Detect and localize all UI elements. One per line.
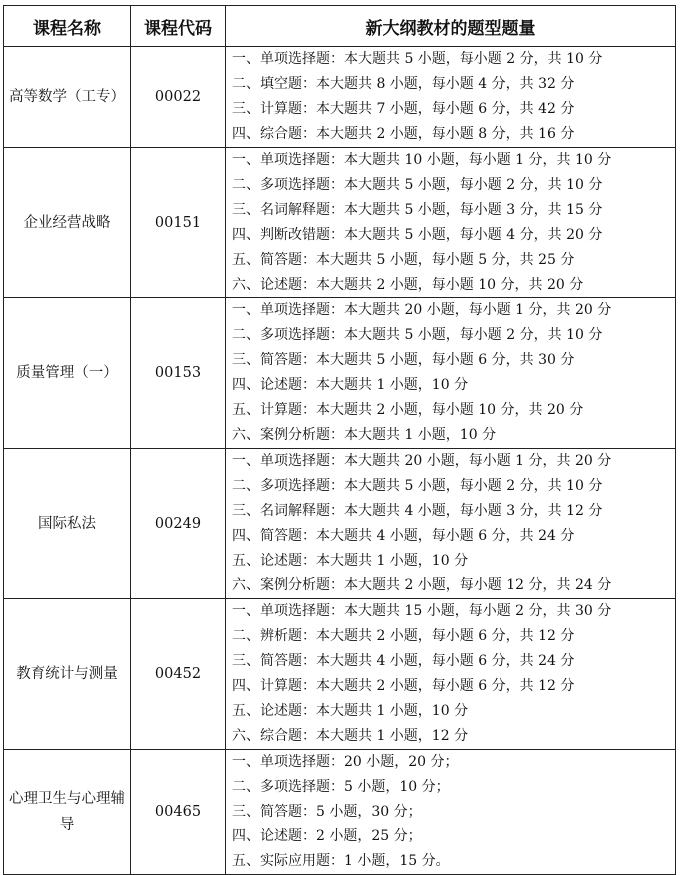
header-course-code: 课程代码 xyxy=(131,6,226,47)
course-code: 00153 xyxy=(131,298,226,448)
header-row xyxy=(4,6,676,47)
list-item: 一、单项选择题：本大题共 10 小题，每小题 1 分，共 10 分 xyxy=(232,152,612,168)
course-name: 高等数学（工专） xyxy=(9,89,125,105)
list-item: 四、判断改错题：本大题共 5 小题，每小题 4 分，共 20 分 xyxy=(232,226,603,243)
course-code: 00465 xyxy=(131,749,226,875)
list-item: 三、简答题：5 小题，30 分； xyxy=(232,803,422,820)
list-item: 四、简答题：本大题共 4 小题，每小题 6 分，共 24 分 xyxy=(232,527,575,544)
course-code: 00151 xyxy=(131,148,226,298)
list-item: 四、计算题：本大题共 2 小题，每小题 6 分，共 12 分 xyxy=(232,678,575,695)
list-item: 五、论述题：本大题共 1 小题，10 分 xyxy=(232,552,469,569)
table-row xyxy=(4,599,676,749)
list-item: 五、计算题：本大题共 2 小题，每小题 10 分，共 20 分 xyxy=(232,402,584,419)
course-code: 00452 xyxy=(131,599,226,749)
course-name: 心理卫生与心理辅导 xyxy=(9,791,125,834)
list-item: 二、多项选择题：本大题共 5 小题，每小题 2 分，共 10 分 xyxy=(232,176,603,193)
course-name-cell xyxy=(4,148,131,298)
list-item: 四、论述题：本大题共 1 小题，10 分 xyxy=(232,377,469,394)
course-name: 国际私法 xyxy=(38,515,96,532)
list-item: 一、单项选择题：本大题共 20 小题，每小题 1 分，共 20 分 xyxy=(232,302,612,319)
course-name-cell xyxy=(4,599,131,749)
table-row xyxy=(4,448,676,598)
list-item: 一、单项选择题：20 小题，20 分； xyxy=(232,753,459,770)
table-row xyxy=(4,148,676,298)
course-code: 00249 xyxy=(131,448,226,598)
question-list xyxy=(226,148,676,298)
course-name: 质量管理（一） xyxy=(16,365,118,382)
course-name-cell xyxy=(4,749,131,875)
course-name-cell xyxy=(4,298,131,448)
list-item: 五、论述题：本大题共 1 小题，10 分 xyxy=(232,702,469,719)
course-name-cell xyxy=(4,448,131,598)
list-item: 六、案例分析题：本大题共 1 小题，10 分 xyxy=(232,426,497,443)
list-item: 二、多项选择题：本大题共 5 小题，每小题 2 分，共 10 分 xyxy=(232,477,603,494)
list-item: 五、简答题：本大题共 5 小题，每小题 5 分，共 25 分 xyxy=(232,251,575,268)
list-item: 六、综合题：本大题共 1 小题，12 分 xyxy=(232,727,469,744)
table-row xyxy=(4,47,676,148)
list-item: 三、名词解释题：本大题共 5 小题，每小题 3 分，共 15 分 xyxy=(232,201,603,218)
list-item: 二、多项选择题：本大题共 5 小题，每小题 2 分，共 10 分 xyxy=(232,327,603,344)
course-name-cell xyxy=(4,47,131,148)
list-item: 二、辨析题：本大题共 2 小题，每小题 6 分，共 12 分 xyxy=(232,628,575,645)
list-item: 一、单项选择题：本大题共 20 小题，每小题 1 分，共 20 分 xyxy=(232,452,612,469)
table-row xyxy=(4,749,676,875)
list-item: 三、计算题：本大题共 7 小题，每小题 6 分，共 42 分 xyxy=(232,101,575,117)
list-item: 四、论述题：2 小题，25 分； xyxy=(232,828,422,845)
header-question-types: 新大纲教材的题型题量 xyxy=(226,6,676,47)
question-list xyxy=(226,448,676,598)
course-name: 企业经营战略 xyxy=(23,214,111,231)
question-list xyxy=(226,47,676,148)
list-item: 六、论述题：本大题共 2 小题，每小题 10 分，共 20 分 xyxy=(232,276,584,293)
list-item: 一、单项选择题：本大题共 5 小题，每小题 2 分，共 10 分 xyxy=(232,51,603,68)
question-list xyxy=(226,298,676,448)
list-item: 四、综合题：本大题共 2 小题，每小题 8 分，共 16 分 xyxy=(232,125,575,142)
question-list xyxy=(226,749,676,875)
list-item: 三、简答题：本大题共 5 小题，每小题 6 分，共 30 分 xyxy=(232,352,575,369)
header-course-name: 课程名称 xyxy=(4,6,131,47)
exam-format-table xyxy=(3,5,676,875)
list-item: 五、实际应用题：1 小题，15 分。 xyxy=(232,853,450,870)
table-row xyxy=(4,298,676,448)
question-list xyxy=(226,599,676,749)
list-item: 三、简答题：本大题共 4 小题，每小题 6 分，共 24 分 xyxy=(232,653,575,670)
list-item: 二、填空题：本大题共 8 小题，每小题 4 分，共 32 分 xyxy=(232,76,575,93)
list-item: 二、多项选择题：5 小题，10 分； xyxy=(232,778,450,795)
list-item: 三、名词解释题：本大题共 4 小题，每小题 3 分，共 12 分 xyxy=(232,502,603,519)
list-item: 一、单项选择题：本大题共 15 小题，每小题 2 分，共 30 分 xyxy=(232,603,612,620)
course-name: 教育统计与测量 xyxy=(16,666,118,683)
list-item: 六、案例分析题：本大题共 2 小题，每小题 12 分，共 24 分 xyxy=(232,577,612,594)
course-code: 00022 xyxy=(131,47,226,148)
